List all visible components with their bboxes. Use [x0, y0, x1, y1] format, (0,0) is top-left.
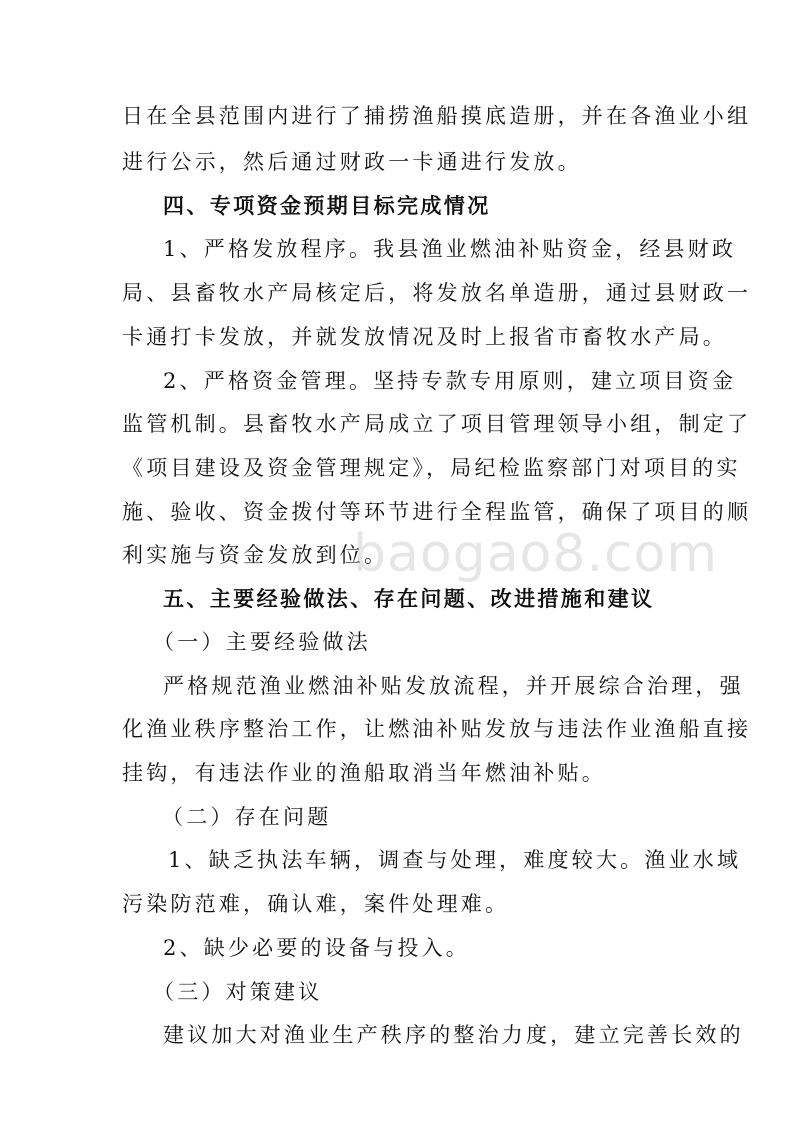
body-text-line: 化渔业秩序整治工作，让燃油补贴发放与违法作业渔船直接	[122, 717, 752, 741]
body-text-line: 施、验收、资金拨付等环节进行全程监管，确保了项目的顺	[122, 500, 752, 524]
body-text-line: 2、严格资金管理。坚持专款专用原则，建立项目资金	[163, 369, 737, 393]
body-text-line: 2、缺少必要的设备与投入。	[163, 936, 470, 960]
body-text-line: 挂钩，有违法作业的渔船取消当年燃油补贴。	[122, 761, 606, 785]
subheading-suggestions: （三）对策建议	[153, 980, 323, 1004]
body-text-line: 日在全县范围内进行了捕捞渔船摸底造册，并在各渔业小组	[122, 104, 752, 128]
subheading-experience: （一）主要经验做法	[153, 630, 371, 654]
subheading-problems: （二）存在问题	[162, 805, 332, 829]
body-text-line: 局、县畜牧水产局核定后，将发放名单造册，通过县财政一	[122, 281, 752, 305]
section-heading-5: 五、主要经验做法、存在问题、改进措施和建议	[163, 587, 655, 611]
body-text-line: 《项目建设及资金管理规定》，局纪检监察部门对项目的实	[122, 456, 741, 480]
body-text-line: 污染防范难，确认难，案件处理难。	[122, 892, 510, 916]
body-text-line: 严格规范渔业燃油补贴发放流程，并开展综合治理，强	[163, 674, 744, 698]
body-text-line: 1、严格发放程序。我县渔业燃油补贴资金，经县财政	[163, 237, 737, 261]
body-text-line: 监管机制。县畜牧水产局成立了项目管理领导小组，制定了	[122, 412, 752, 436]
body-text-line: 进行公示，然后通过财政一卡通进行发放。	[122, 150, 582, 174]
body-text-line: 卡通打卡发放，并就发放情况及时上报省市畜牧水产局。	[122, 325, 727, 349]
body-text-line: 1、缺乏执法车辆，调查与处理，难度较大。渔业水域	[168, 848, 742, 872]
body-text-line: 利实施与资金发放到位。	[122, 543, 389, 567]
section-heading-4: 四、专项资金预期目标完成情况	[163, 194, 491, 218]
watermark: baogao8.com	[353, 524, 719, 584]
body-text-line: 建议加大对渔业生产秩序的整治力度，建立完善长效的	[163, 1023, 744, 1047]
